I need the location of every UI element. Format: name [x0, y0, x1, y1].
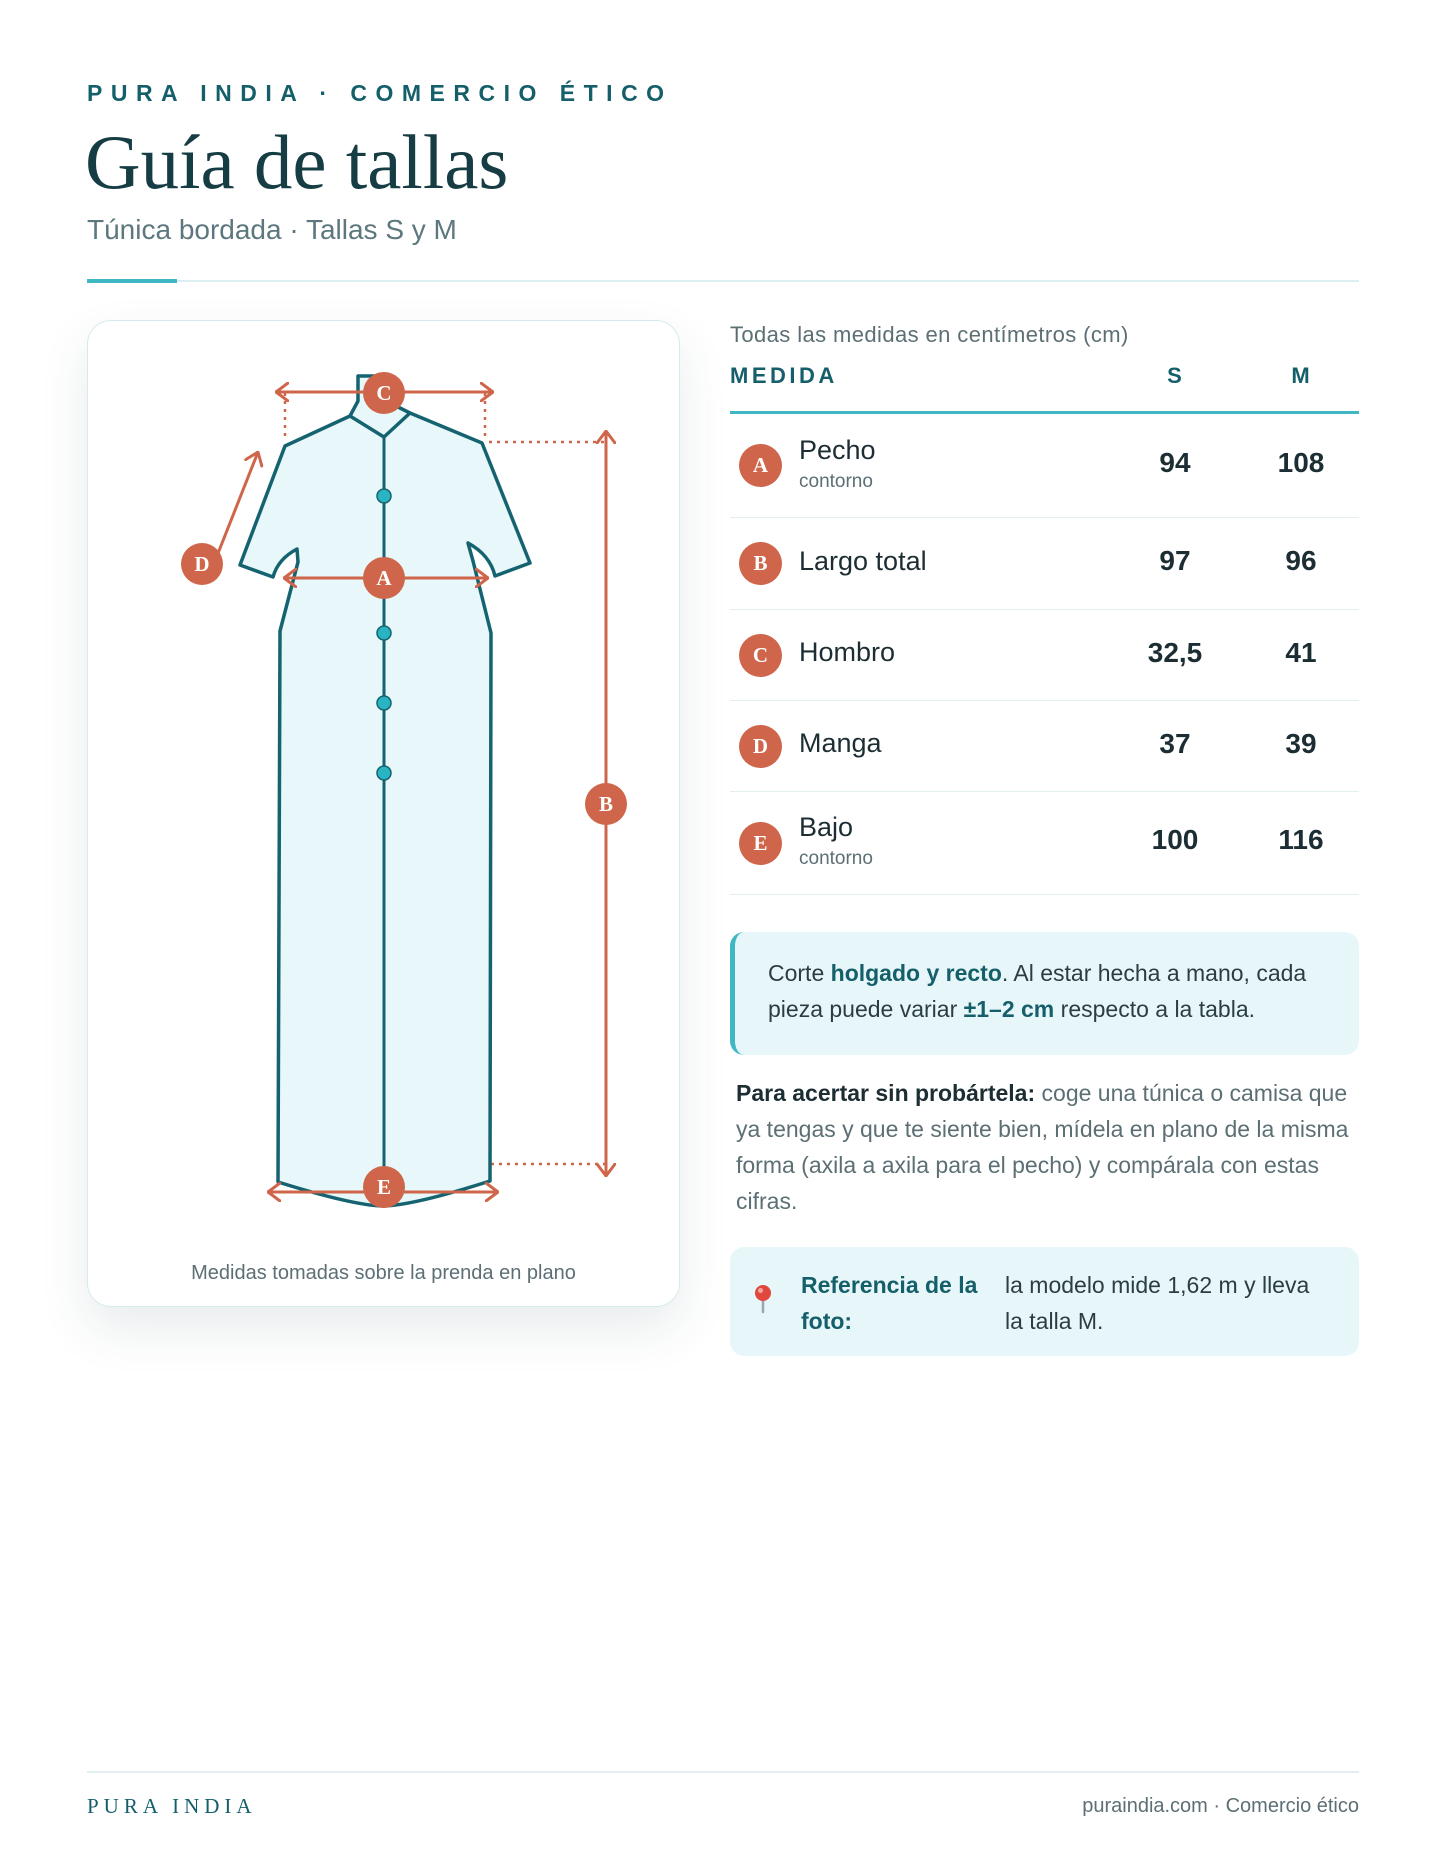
footer-brand: PURA INDIA [87, 1794, 257, 1818]
row-badge: B [739, 542, 782, 585]
row-sub: contorno [799, 848, 873, 869]
fit-note: Corte holgado y recto. Al estar hecha a mano, cada pieza puede variar ±1–2 cm respecto a la tabla. [730, 932, 1359, 1055]
diagram-caption: Medidas tomadas sobre la prenda en plano [191, 1262, 576, 1284]
row-value-m: 39 [1285, 728, 1317, 759]
row-badge: D [739, 725, 782, 768]
fit-note-highlight: holgado y recto [830, 960, 1002, 986]
row-sub: contorno [799, 471, 873, 492]
row-value-m: 116 [1278, 824, 1324, 855]
row-name: Manga [799, 728, 882, 758]
row-value-s: 32,5 [1147, 637, 1203, 668]
pin-icon [753, 1284, 773, 1314]
row-badge: A [739, 444, 782, 487]
footer-site-link[interactable]: puraindia.com · Comercio ético [1082, 1795, 1359, 1817]
table-row-hombro [730, 610, 1359, 701]
measuring-tip [736, 1075, 1358, 1219]
tip-lead: Para acertar sin probártela: [736, 1080, 1036, 1106]
marker-c: C [376, 381, 392, 405]
table-row-bajo [730, 792, 1359, 895]
column-header-m: M [1291, 363, 1311, 388]
table-row-manga [730, 701, 1359, 792]
column-header-s: S [1167, 363, 1183, 388]
header-divider-accent [87, 279, 177, 283]
reference-label: Referencia de la foto: [801, 1272, 978, 1334]
marker-e: E [376, 1175, 392, 1199]
brand-eyebrow: PURA INDIA · COMERCIO ÉTICO [87, 80, 673, 106]
tolerance-highlight: ±1–2 cm [963, 996, 1055, 1022]
marker-d: D [194, 552, 210, 576]
table-row-largo [730, 518, 1359, 610]
units-note: Todas las medidas en centímetros (cm) [730, 322, 1129, 347]
marker-b: B [598, 792, 614, 816]
row-value-s: 37 [1159, 728, 1191, 759]
row-value-s: 94 [1159, 447, 1191, 478]
row-value-s: 97 [1159, 545, 1191, 576]
marker-a: A [376, 566, 392, 590]
page-title: Guía de tallas [85, 119, 509, 205]
garment-diagram-card [87, 320, 680, 1307]
row-name: Bajo [799, 812, 854, 842]
table-row-pecho [730, 414, 1359, 518]
row-name: Pecho [799, 435, 876, 465]
row-value-s: 100 [1151, 824, 1199, 855]
row-value-m: 96 [1285, 545, 1317, 576]
row-value-m: 41 [1285, 637, 1317, 668]
row-badge: C [739, 634, 782, 677]
row-name: Hombro [799, 637, 896, 667]
photo-reference-box [730, 1247, 1359, 1356]
tip-text: coge una túnica o camisa que ya tengas y que te siente bien, mídela en plano de la misma forma (axila a axila para el pecho) y compárala con estas cifras. [736, 1080, 1349, 1214]
column-header-medida: MEDIDA [730, 363, 838, 388]
header-divider [87, 280, 1359, 282]
row-name: Largo total [799, 546, 927, 576]
footer-divider [87, 1771, 1359, 1773]
reference-text: la modelo mide 1,62 m y lleva la talla M. [1005, 1272, 1310, 1334]
tunic-diagram [88, 321, 681, 1308]
row-value-m: 108 [1277, 447, 1325, 478]
row-badge: E [739, 822, 782, 865]
page-subtitle: Túnica bordada · Tallas S y M [87, 214, 457, 245]
